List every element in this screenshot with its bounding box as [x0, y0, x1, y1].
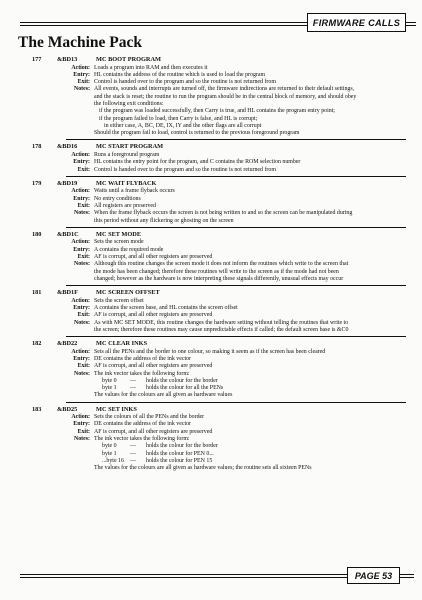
exit-text: AF is corrupt, and all other registers are preserved: [94, 363, 213, 370]
entry-heading: [0, 143, 422, 152]
ink-vector-line: [94, 451, 406, 458]
entry-address: &BD19: [57, 179, 78, 187]
entry-notes-row: [0, 320, 422, 335]
action-label: Action:: [71, 151, 90, 158]
action-text: Loads a program into RAM and then executes it: [94, 64, 208, 71]
notes-line: As with MC SET MODE, this routine changes the hardware setting without telling the routines that write to: [94, 319, 349, 326]
notes-line: and the stack is reset; the routine to run the program should be in the central block of memory, and should obey: [94, 93, 357, 100]
exit-text: Control is handed over to the program and so the routine is not returned from: [94, 79, 276, 86]
entry-separator: [66, 285, 406, 286]
firmware-call-entry: [0, 56, 422, 137]
entry-separator: [66, 139, 406, 140]
entry-address: &BD25: [57, 405, 78, 413]
entry-number: 183: [32, 405, 42, 413]
entry-text: A contains the screen base, and HL contains the screen offset: [94, 304, 238, 311]
exit-label: Exit:: [77, 166, 90, 173]
entry-notes-row: [0, 371, 422, 400]
entry-entry-row: [0, 196, 422, 203]
entry-action-row: [0, 349, 422, 356]
byte-name: byte 1: [102, 385, 117, 392]
entry-label: Entry:: [73, 246, 90, 253]
action-label: Action:: [71, 188, 90, 195]
entry-heading: [0, 56, 422, 65]
page-title: The Machine Pack: [18, 34, 142, 51]
byte-name: byte 0: [102, 443, 117, 450]
exit-label: Exit:: [77, 428, 90, 435]
action-label: Action:: [71, 64, 90, 71]
notes-text: [94, 371, 422, 400]
action-label: Action:: [71, 348, 90, 355]
entry-label: Entry:: [73, 159, 90, 166]
byte-dash: —: [130, 443, 136, 450]
notes-label: Notes:: [73, 319, 90, 326]
byte-description: holds the colour for PEN 15: [146, 457, 213, 464]
entry-label: Entry:: [73, 195, 90, 202]
notes-line: When the frame flyback occurs the screen is not being written to and so the screen can be manipulated during: [94, 210, 353, 217]
page-number: PAGE 53: [347, 567, 400, 584]
entry-address: &BD16: [57, 143, 78, 151]
footer-rule: [20, 574, 347, 578]
entry-name: MC BOOT PROGRAM: [96, 56, 161, 63]
entry-number: 182: [32, 340, 42, 348]
entry-separator: [66, 336, 406, 337]
exit-label: Exit:: [77, 363, 90, 370]
entry-name: MC CLEAR INKS: [96, 340, 148, 348]
action-label: Action:: [71, 297, 90, 304]
notes-label: Notes:: [73, 436, 90, 443]
entry-text: HL contains the entry point for the program, and C contains the ROM selection number: [94, 159, 301, 166]
byte-name: byte 0: [102, 377, 117, 384]
notes-line: this period without any flickering or ghosting on the screen: [94, 217, 234, 224]
action-text: Sets all the PENs and the border to one colour, so making it seem as if the screen has been cleared: [94, 348, 326, 355]
entry-entry-row: [0, 356, 422, 363]
byte-name: byte 1: [102, 450, 117, 457]
entry-number: 179: [32, 179, 42, 187]
footer-rule-right: [400, 574, 414, 578]
entry-text: A contains the required mode: [94, 246, 164, 253]
entry-entry-row: [0, 421, 422, 428]
action-text: Runs a foreground program: [94, 151, 160, 158]
notes-line: in either case, A, BC, DE, IX, IY and the other flags are all corrupt: [104, 122, 262, 129]
entry-notes-row: [0, 261, 422, 283]
entry-exit-row: [0, 167, 422, 174]
action-text: Sets the colours of all the PENs and the border: [94, 414, 205, 421]
entry-entry-row: [0, 305, 422, 312]
notes-line: All events, sounds and interrupts are turned off, the firmware indirections are returned to their default settings,: [94, 86, 355, 93]
entry-text: DE contains the address of the ink vector: [94, 355, 192, 362]
entry-label: Entry:: [73, 355, 90, 362]
exit-text: AF is corrupt, and all other registers are preserved: [94, 312, 213, 319]
notes-line: The ink vector takes the following form:: [94, 370, 190, 377]
entry-heading: [0, 289, 422, 298]
firmware-call-entry: [0, 340, 422, 400]
entry-heading: [0, 180, 422, 189]
notes-text: [94, 86, 422, 137]
notes-label: Notes:: [73, 261, 90, 268]
entry-text: No entry conditions: [94, 195, 141, 202]
exit-text: AF is corrupt, and all other registers are preserved: [94, 253, 213, 260]
byte-dash: —: [130, 377, 136, 384]
entry-exit-row: [0, 312, 422, 319]
notes-line: the following exit conditions:: [94, 100, 164, 107]
entry-entry-row: [0, 159, 422, 166]
entry-address: &BD22: [57, 340, 78, 348]
exit-label: Exit:: [77, 79, 90, 86]
entry-number: 178: [32, 143, 42, 151]
entry-exit-row: [0, 429, 422, 436]
notes-line: Although this routine changes the screen mode it does not inform the routines which write to the screen that: [94, 261, 349, 268]
entry-number: 180: [32, 230, 42, 238]
action-text: Sets the screen offset: [94, 297, 144, 304]
header-rule: [20, 22, 307, 26]
notes-text: [94, 210, 422, 225]
entry-notes-row: [0, 436, 422, 472]
entry-heading: [0, 406, 422, 415]
exit-label: Exit:: [77, 253, 90, 260]
byte-dash: —: [130, 457, 136, 464]
exit-text: Control is handed over to the program and so the routine is not returned from: [94, 166, 276, 173]
entry-address: &BD1F: [57, 289, 78, 297]
notes-line: changed; however as the hardware is now interpreting these signals differently, unusual effects may occur: [94, 275, 344, 282]
notes-label: Notes:: [73, 370, 90, 377]
byte-dash: —: [130, 385, 136, 392]
entry-separator: [66, 176, 406, 177]
notes-line: the mode has been changed; therefore these routines will write to the screen as if the mode had not been: [94, 268, 339, 275]
entry-action-row: [0, 414, 422, 421]
notes-line: if the program failed to load, then Carry is false, and HL is corrupt;: [99, 115, 258, 122]
notes-label: Notes:: [73, 86, 90, 93]
entry-address: &BD1C: [57, 230, 79, 238]
firmware-call-list: [0, 56, 422, 475]
entry-entry-row: [0, 72, 422, 79]
notes-text: [94, 436, 422, 472]
exit-label: Exit:: [77, 202, 90, 209]
entry-label: Entry:: [73, 421, 90, 428]
entry-action-row: [0, 239, 422, 246]
entry-number: 181: [32, 289, 42, 297]
action-label: Action:: [71, 414, 90, 421]
notes-footer-line: The values for the colours are all given as hardware values; the routine sets all sixteen PENs: [94, 465, 312, 472]
entry-heading: [0, 340, 422, 349]
firmware-call-entry: [0, 231, 422, 283]
firmware-call-entry: [0, 406, 422, 473]
entry-label: Entry:: [73, 304, 90, 311]
entry-separator: [66, 227, 406, 228]
entry-name: MC SET MODE: [96, 230, 142, 238]
entry-number: 177: [32, 56, 42, 63]
firmware-call-entry: [0, 180, 422, 225]
entry-action-row: [0, 65, 422, 72]
byte-description: holds the colour for all the PENs: [146, 385, 224, 392]
entry-notes-row: [0, 210, 422, 225]
notes-footer-line: The values for the colours are all given as hardware values: [94, 392, 233, 399]
entry-action-row: [0, 298, 422, 305]
entry-name: MC START PROGRAM: [96, 143, 164, 151]
byte-name: ...byte 16: [102, 457, 124, 464]
exit-label: Exit:: [77, 312, 90, 319]
action-text: Waits until a frame flyback occurs: [94, 188, 175, 195]
entry-exit-row: [0, 363, 422, 370]
notes-line: the screen; therefore these routines may cause unpredictable effects if called; the default screen base is &C0: [94, 326, 349, 333]
ink-vector-line: [94, 443, 406, 450]
byte-description: holds the colour for the border: [146, 377, 218, 384]
notes-text: [94, 261, 422, 283]
entry-name: MC SCREEN OFFSET: [96, 289, 160, 297]
exit-text: AF is corrupt, and all other registers are preserved: [94, 428, 213, 435]
byte-dash: —: [130, 450, 136, 457]
section-header: FIRMWARE CALLS: [307, 13, 406, 32]
entry-name: MC SET INKS: [96, 405, 137, 413]
byte-description: holds the colour for the border: [146, 443, 218, 450]
entry-label: Entry:: [73, 71, 90, 78]
notes-line: if the program was loaded successfully, then Carry is true, and HL contains the program entry point;: [99, 108, 335, 115]
ink-vector-line: [94, 378, 406, 385]
entry-action-row: [0, 188, 422, 195]
entry-notes-row: [0, 86, 422, 137]
entry-heading: [0, 231, 422, 240]
entry-separator: [66, 402, 406, 403]
notes-line: Should the program fail to load, control is returned to the previous foreground program: [94, 130, 300, 137]
byte-description: holds the colour for PEN 0...: [146, 450, 214, 457]
entry-text: HL contains the address of the routine which is used to load the program: [94, 71, 266, 78]
exit-text: All registers are preserved: [94, 202, 156, 209]
entry-name: MC WAIT FLYBACK: [96, 179, 157, 187]
notes-label: Notes:: [73, 210, 90, 217]
entry-entry-row: [0, 247, 422, 254]
action-label: Action:: [71, 239, 90, 246]
action-text: Sets the screen mode: [94, 239, 144, 246]
firmware-call-entry: [0, 289, 422, 334]
notes-text: [94, 320, 422, 335]
entry-address: &BD13: [57, 56, 78, 63]
header-rule-right: [406, 22, 416, 26]
entry-text: DE contains the address of the ink vector: [94, 421, 192, 428]
notes-line: The ink vector takes the following form:: [94, 436, 190, 443]
firmware-call-entry: [0, 143, 422, 173]
